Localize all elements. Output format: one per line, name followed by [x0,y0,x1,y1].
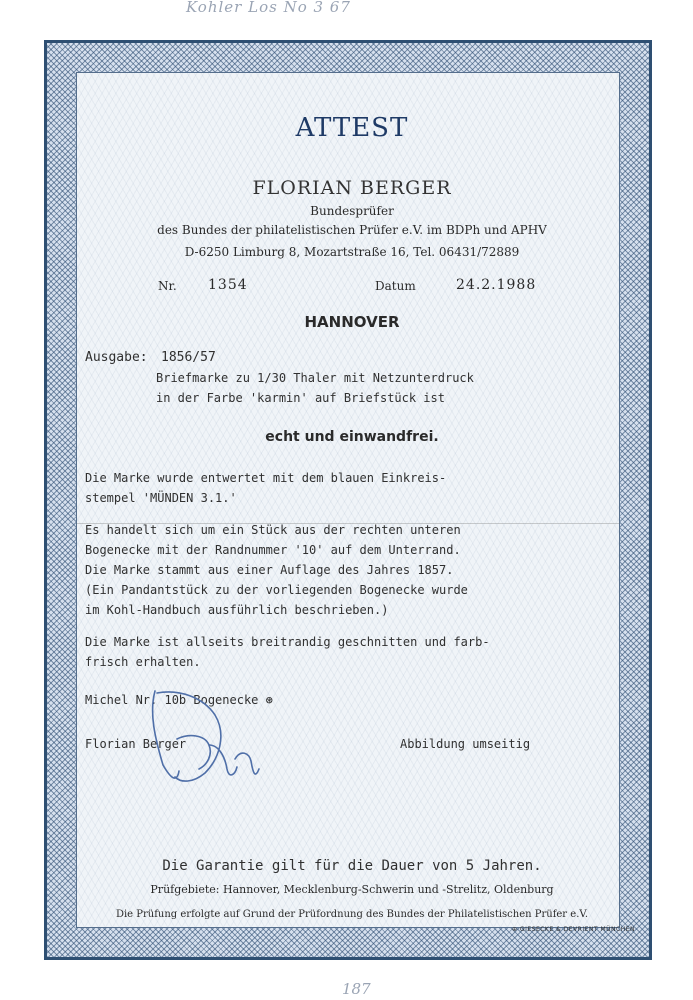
handwritten-signature [137,683,287,793]
certificate-title: ATTEST [295,113,409,143]
country-heading: HANNOVER [304,313,400,331]
catalog-reference: Michel Nr. 10b Bogenecke ⊛ [85,693,273,707]
pencil-annotation-bottom: 187 [342,980,371,998]
issue-year: 1856/57 [161,350,216,365]
date-label: Datum [375,279,416,293]
guilloche-border [44,40,652,960]
examiner-name: FLORIAN BERGER [252,177,452,199]
examination-regions: Prüfgebiete: Hannover, Mecklenburg-Schwerin und -Strelitz, Oldenburg [150,883,554,896]
certificate-number: 1354 [208,277,248,293]
provenance-line-1: Es handelt sich um ein Stück aus der rechten unteren [85,523,461,537]
cancellation-line-1: Die Marke wurde entwertet mit dem blauen Einkreis- [85,471,447,485]
condition-line-2: frisch erhalten. [85,655,201,669]
examiner-address: D-6250 Limburg 8, Mozartstraße 16, Tel. 06431/72889 [184,245,520,259]
guarantee-text: Die Garantie gilt für die Dauer von 5 Jahren. [162,858,542,874]
issue-label: Ausgabe: [85,350,148,365]
number-label: Nr. [158,279,177,293]
cancellation-line-2: stempel 'MÜNDEN 3.1.' [85,491,237,505]
pencil-annotation-top: Kohler Los No 3 67 [186,0,351,16]
typed-signature: Florian Berger [85,737,187,751]
examiner-organization: des Bundes der philatelistischen Prüfer e.V. im BDPh und APHV [157,223,547,237]
examination-basis: Die Prüfung erfolgte auf Grund der Prüfordnung des Bundes der Philatelistischen Prüfer e.V. [115,909,589,920]
examiner-role: Bundesprüfer [310,204,394,218]
description-line-1: Briefmarke zu 1/30 Thaler mit Netzunterdruck [156,371,474,385]
description-line-2: in der Farbe 'karmin' auf Briefstück ist [156,391,445,405]
provenance-line-3: Die Marke stammt aus einer Auflage des Jahres 1857. [85,563,454,577]
provenance-line-2: Bogenecke mit der Randnummer '10' auf dem Unterrand. [85,543,461,557]
verdict: echt und einwandfrei. [265,429,439,445]
image-note: Abbildung umseitig [400,737,531,751]
provenance-line-5: im Kohl-Handbuch ausführlich beschrieben.) [85,603,389,617]
condition-line-1: Die Marke ist allseits breitrandig geschnitten und farb- [85,635,490,649]
certificate-body [76,72,620,928]
printer-imprint: ⊕ GIESECKE & DEVRIENT MÜNCHEN [512,926,635,933]
certificate-date: 24.2.1988 [456,277,537,293]
provenance-line-4: (Ein Pandantstück zu der vorliegenden Bogenecke wurde [85,583,468,597]
